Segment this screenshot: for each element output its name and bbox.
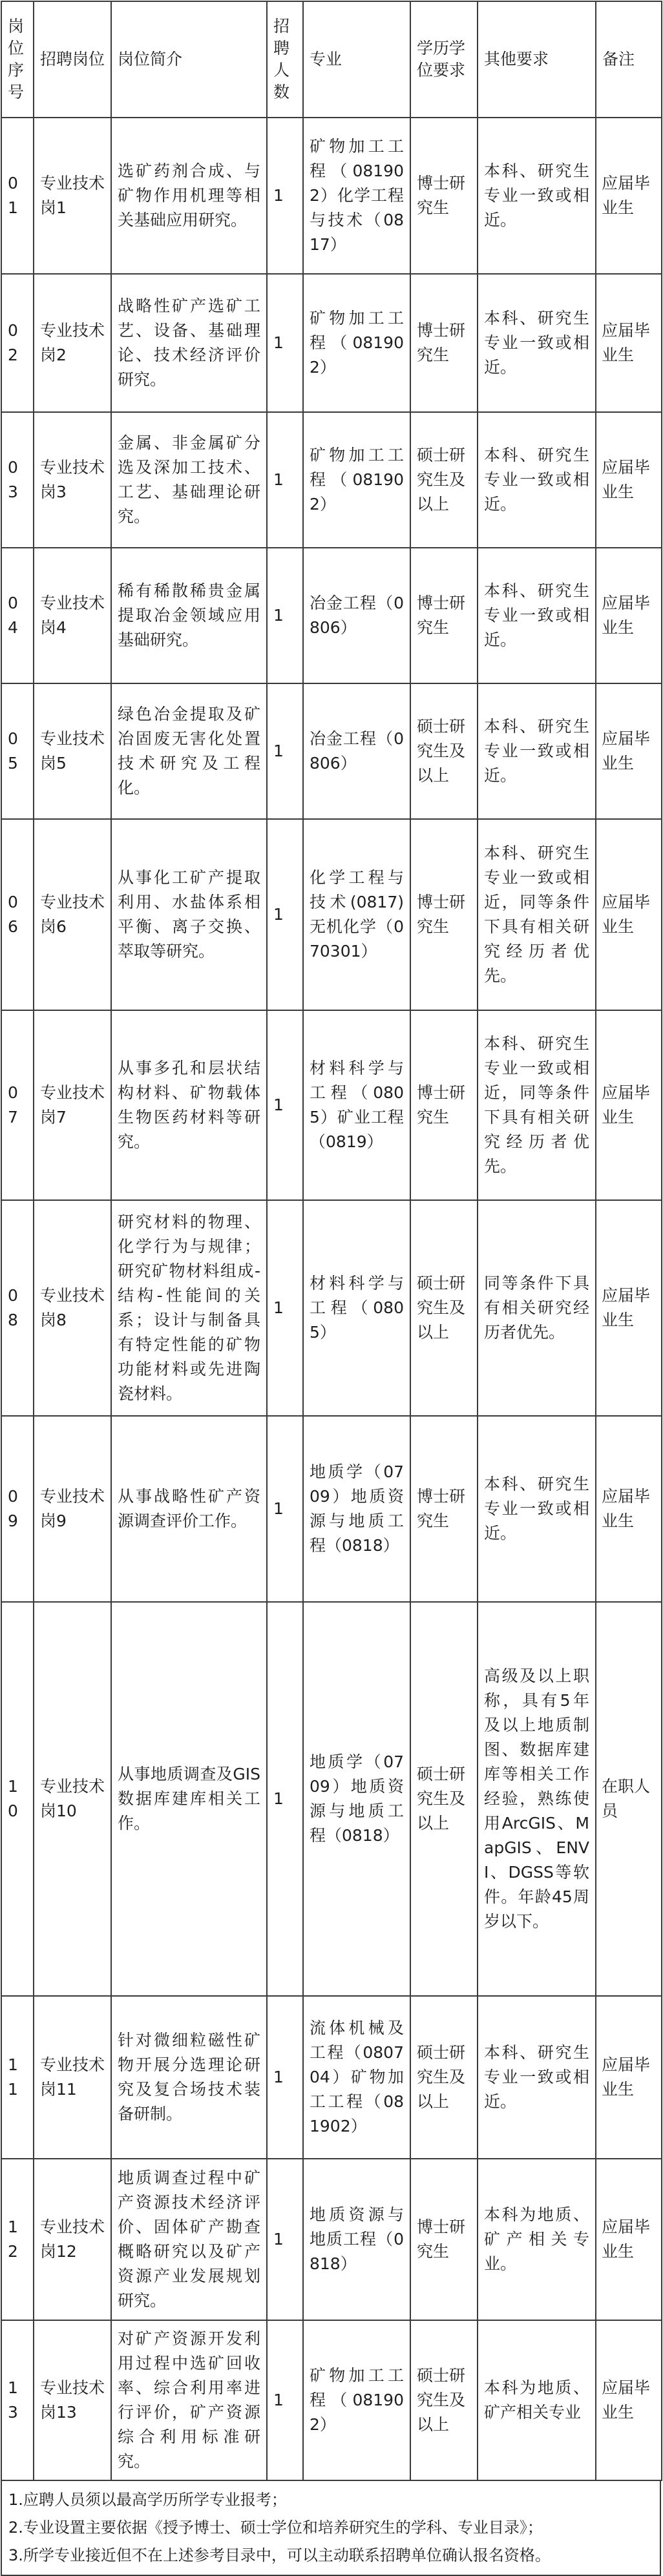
post-cell: 专业技术岗11 [34,1996,111,2159]
major-cell: 矿物加工工程（081902） [303,2320,410,2480]
desc-cell: 选矿药剂合成、与矿物作用机理等相关基础应用研究。 [111,118,267,274]
num-cell: 1 [267,412,303,548]
header-seq: 岗位序号 [1,1,34,118]
major-cell: 化学工程与技术(0817)无机化学（070301） [303,819,410,1010]
other-cell: 本科、研究生专业一致或相近。 [478,412,596,548]
table-row [1,118,662,274]
other-cell: 本科为地质、矿产相关专业。 [478,2159,596,2320]
major-cell: 地质学（0709）地质资源与地质工程（0818） [303,1602,410,1996]
table-row [1,1200,662,1416]
desc-cell: 对矿产资源开发利用过程中选矿回收率、综合利用率进行评价，矿产资源综合利用标准研究。 [111,2320,267,2480]
table-header-row [1,1,662,118]
desc-cell: 从事化工矿产提取利用、水盐体系相平衡、离子交换、萃取等研究。 [111,819,267,1010]
footnote-2: 2.专业设置主要依据《授予博士、硕士学位和培养研究生的学科、专业目录》； [8,2519,543,2537]
other-cell: 高级及以上职称，具有5年及以上地质制图、数据库建库等相关工作经验，熟练使用ArcGIS、MapGIS、ENVI、DGSS等软件。年龄45周岁以下。 [478,1602,596,1996]
major-cell: 材料科学与工程（0805）矿业工程（0819） [303,1010,410,1200]
major-cell: 流体机械及工程（080704）矿物加工工程（081902） [303,1996,410,2159]
degree-cell: 硕士研究生及以上 [410,683,478,819]
recruitment-document [1,1,661,2576]
desc-cell: 战略性矿产选矿工艺、设备、基础理论、技术经济评价研究。 [111,274,267,412]
major-cell: 地质学（0709）地质资源与地质工程（0818） [303,1416,410,1602]
seq-cell: 05 [1,683,34,819]
desc-cell: 研究材料的物理、化学行为与规律；研究矿物材料组成-结构-性能间的关系；设计与制备具有特定性能的矿物功能材料或先进陶瓷材料。 [111,1200,267,1416]
post-cell: 专业技术岗12 [34,2159,111,2320]
num-cell: 1 [267,683,303,819]
desc-cell: 从事战略性矿产资源调查评价工作。 [111,1416,267,1602]
post-cell: 专业技术岗13 [34,2320,111,2480]
post-cell: 专业技术岗2 [34,274,111,412]
note-cell: 应届毕业生 [596,548,662,683]
footnote-1: 1.应聘人员须以最高学历所学专业报考； [8,2491,287,2509]
num-cell: 1 [267,2320,303,2480]
num-cell: 1 [267,819,303,1010]
table-row [1,1010,662,1200]
other-cell: 本科、研究生专业一致或相近。 [478,274,596,412]
degree-cell: 硕士研究生及以上 [410,1602,478,1996]
desc-cell: 稀有稀散稀贵金属提取冶金领域应用基础研究。 [111,548,267,683]
table-row [1,2159,662,2320]
num-cell: 1 [267,118,303,274]
major-cell: 冶金工程（0806） [303,548,410,683]
num-cell: 1 [267,2159,303,2320]
note-cell: 应届毕业生 [596,1996,662,2159]
note-cell: 应届毕业生 [596,1010,662,1200]
degree-cell: 硕士研究生及以上 [410,2320,478,2480]
seq-cell: 07 [1,1010,34,1200]
seq-cell: 13 [1,2320,34,2480]
desc-cell: 地质调查过程中矿产资源技术经济评价、固体矿产勘查概略研究以及矿产资源产业发展规划研究。 [111,2159,267,2320]
table-body [1,118,662,2480]
post-cell: 专业技术岗1 [34,118,111,274]
header-note: 备注 [596,1,662,118]
major-cell: 矿物加工工程（081902）化学工程与技术（0817） [303,118,410,274]
other-cell: 同等条件下具有相关研究经历者优先。 [478,1200,596,1416]
post-cell: 专业技术岗7 [34,1010,111,1200]
post-cell: 专业技术岗5 [34,683,111,819]
note-cell: 应届毕业生 [596,1200,662,1416]
other-cell: 本科、研究生专业一致或相近。 [478,118,596,274]
other-cell: 本科、研究生专业一致或相近。 [478,548,596,683]
table-row [1,412,662,548]
other-cell: 本科、研究生专业一致或相近，同等条件下具有相关研究经历者优先。 [478,819,596,1010]
note-cell: 应届毕业生 [596,2320,662,2480]
major-cell: 矿物加工工程（081902） [303,412,410,548]
note-cell: 应届毕业生 [596,274,662,412]
degree-cell: 博士研究生 [410,2159,478,2320]
major-cell: 材料科学与工程（0805） [303,1200,410,1416]
header-major: 专业 [303,1,410,118]
seq-cell: 11 [1,1996,34,2159]
note-cell: 应届毕业生 [596,819,662,1010]
post-cell: 专业技术岗4 [34,548,111,683]
header-num: 招聘人数 [267,1,303,118]
degree-cell: 博士研究生 [410,1010,478,1200]
footnote-3: 3.所学专业接近但不在上述参考目录中，可以主动联系招聘单位确认报名资格。 [8,2546,551,2564]
desc-cell: 金属、非金属矿分选及深加工技术、工艺、基础理论研究。 [111,412,267,548]
degree-cell: 博士研究生 [410,819,478,1010]
seq-cell: 06 [1,819,34,1010]
table-row [1,1996,662,2159]
post-cell: 专业技术岗9 [34,1416,111,1602]
note-cell: 应届毕业生 [596,1416,662,1602]
major-cell: 地质资源与地质工程（0818） [303,2159,410,2320]
other-cell: 本科、研究生专业一致或相近，同等条件下具有相关研究经历者优先。 [478,1010,596,1200]
major-cell: 矿物加工工程（081902） [303,274,410,412]
seq-cell: 03 [1,412,34,548]
desc-cell: 绿色冶金提取及矿冶固废无害化处置技术研究及工程化。 [111,683,267,819]
other-cell: 本科、研究生专业一致或相近。 [478,683,596,819]
table-row [1,548,662,683]
seq-cell: 09 [1,1416,34,1602]
degree-cell: 博士研究生 [410,274,478,412]
recruitment-table [1,1,662,2481]
note-cell: 应届毕业生 [596,2159,662,2320]
header-post: 招聘岗位 [34,1,111,118]
post-cell: 专业技术岗8 [34,1200,111,1416]
post-cell: 专业技术岗3 [34,412,111,548]
num-cell: 1 [267,1010,303,1200]
degree-cell: 硕士研究生及以上 [410,1200,478,1416]
table-row [1,1416,662,1602]
num-cell: 1 [267,1602,303,1996]
desc-cell: 从事多孔和层状结构材料、矿物载体生物医药材料等研究。 [111,1010,267,1200]
table-row [1,2320,662,2480]
other-cell: 本科、研究生专业一致或相近。 [478,1416,596,1602]
seq-cell: 04 [1,548,34,683]
desc-cell: 针对微细粒磁性矿物开展分选理论研究及复合场技术装备研制。 [111,1996,267,2159]
seq-cell: 12 [1,2159,34,2320]
degree-cell: 博士研究生 [410,118,478,274]
major-cell: 冶金工程（0806） [303,683,410,819]
table-row [1,1602,662,1996]
num-cell: 1 [267,548,303,683]
header-degree: 学历学位要求 [410,1,478,118]
table-row [1,274,662,412]
table-row [1,683,662,819]
desc-cell: 从事地质调查及GIS数据库建库相关工作。 [111,1602,267,1996]
degree-cell: 博士研究生 [410,548,478,683]
note-cell: 应届毕业生 [596,118,662,274]
seq-cell: 02 [1,274,34,412]
post-cell: 专业技术岗10 [34,1602,111,1996]
degree-cell: 硕士研究生及以上 [410,1996,478,2159]
other-cell: 本科为地质、矿产相关专业 [478,2320,596,2480]
table-row [1,819,662,1010]
degree-cell: 硕士研究生及以上 [410,412,478,548]
note-cell: 在职人员 [596,1602,662,1996]
num-cell: 1 [267,274,303,412]
header-desc: 岗位简介 [111,1,267,118]
degree-cell: 博士研究生 [410,1416,478,1602]
num-cell: 1 [267,1200,303,1416]
num-cell: 1 [267,1416,303,1602]
seq-cell: 10 [1,1602,34,1996]
note-cell: 应届毕业生 [596,412,662,548]
num-cell: 1 [267,1996,303,2159]
note-cell: 应届毕业生 [596,683,662,819]
seq-cell: 08 [1,1200,34,1416]
other-cell: 本科、研究生专业一致或相近。 [478,1996,596,2159]
footnotes [1,2481,661,2576]
seq-cell: 01 [1,118,34,274]
post-cell: 专业技术岗6 [34,819,111,1010]
header-other: 其他要求 [478,1,596,118]
